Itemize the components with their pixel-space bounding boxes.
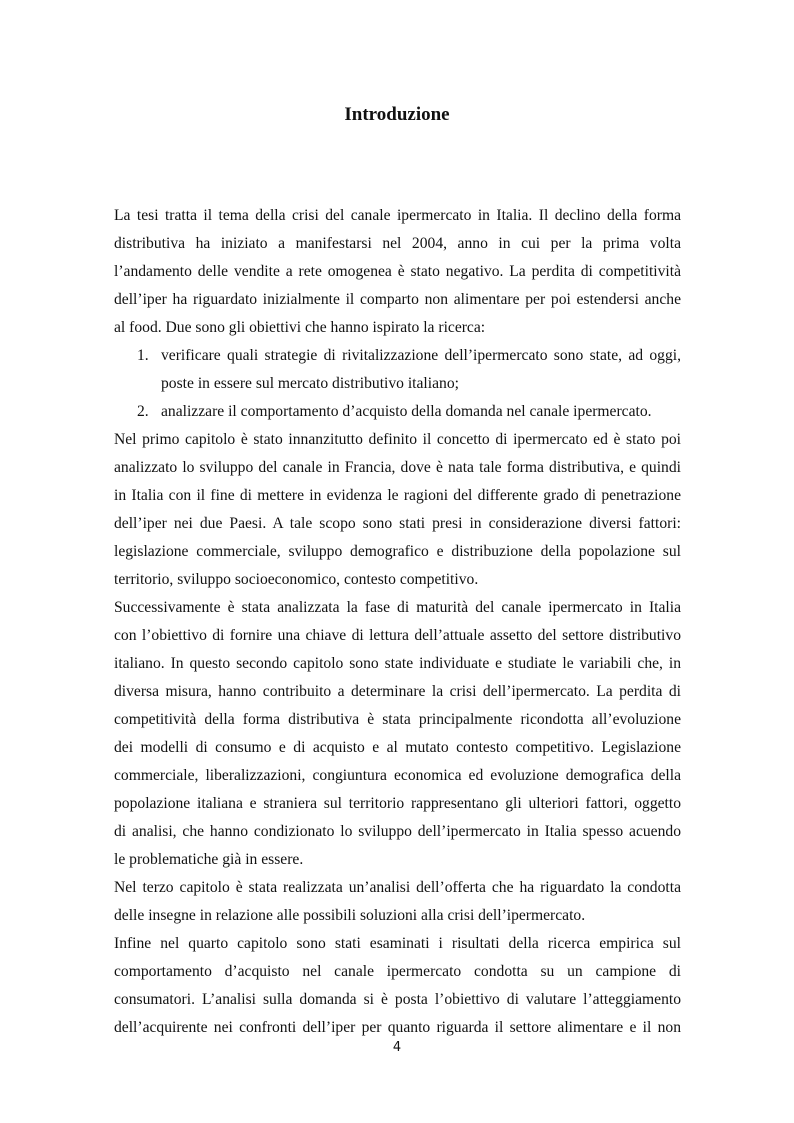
text-line: consumatori. L’analisi sulla domanda si è posta l’obiettivo di valutare l’atteggiamento — [114, 991, 681, 1008]
text-line: analizzato lo sviluppo del canale in Francia, dove è nata tale forma distributiva, e quindi — [114, 459, 681, 476]
text-line: Infine nel quarto capitolo sono stati esaminati i risultati della ricerca empirica sul — [114, 935, 681, 952]
list-item-line: verificare quali strategie di rivitalizzazione dell’ipermercato sono state, ad oggi, — [161, 347, 681, 364]
text-line: territorio, sviluppo socioeconomico, contesto competitivo. — [114, 571, 479, 588]
page-title: Introduzione — [344, 104, 450, 125]
text-line: dell’iper nei due Paesi. A tale scopo sono stati presi in considerazione diversi fattori: — [114, 515, 681, 532]
text-line: comportamento d’acquisto nel canale ipermercato condotta su un campione di — [114, 963, 681, 980]
list-item-line: analizzare il comportamento d’acquisto della domanda nel canale ipermercato. — [161, 403, 652, 420]
text-line: Nel primo capitolo è stato innanzitutto definito il concetto di ipermercato ed è stato poi — [114, 431, 681, 448]
text-line: dell’acquirente nei confronti dell’iper per quanto riguarda il settore alimentare e il non — [114, 1019, 681, 1036]
text-line: dei modelli di consumo e di acquisto e al mutato contesto competitivo. Legislazione — [114, 739, 681, 756]
text-line: l’andamento delle vendite a rete omogenea è stato negativo. La perdita di competitività — [114, 263, 681, 280]
page-number: 4 — [392, 1040, 402, 1055]
text-line: le problematiche già in essere. — [114, 851, 304, 868]
text-line: in Italia con il fine di mettere in evidenza le ragioni del differente grado di penetrazione — [114, 487, 681, 504]
text-line: con l’obiettivo di fornire una chiave di lettura dell’attuale assetto del settore distributivo — [114, 627, 681, 644]
text-line: legislazione commerciale, sviluppo demografico e distribuzione della popolazione sul — [114, 543, 681, 560]
list-item-line: poste in essere sul mercato distributivo italiano; — [161, 375, 459, 392]
text-line: italiano. In questo secondo capitolo sono state individuate e studiate le variabili che, in — [114, 655, 681, 672]
text-line: popolazione italiana e straniera sul territorio rappresentano gli ulteriori fattori, oggetto — [114, 795, 681, 812]
text-line: di analisi, che hanno condizionato lo sviluppo dell’ipermercato in Italia spesso acuendo — [114, 823, 681, 840]
text-line: commerciale, liberalizzazioni, congiuntura economica ed evoluzione demografica della — [114, 767, 681, 784]
text-line: Nel terzo capitolo è stata realizzata un’analisi dell’offerta che ha riguardato la condotta — [114, 879, 681, 896]
text-line: distributiva ha iniziato a manifestarsi nel 2004, anno in cui per la prima volta — [114, 235, 681, 252]
text-line: competitività della forma distributiva è stata principalmente ricondotta all’evoluzione — [114, 711, 681, 728]
text-line: La tesi tratta il tema della crisi del canale ipermercato in Italia. Il declino della forma — [114, 207, 681, 224]
text-line: dell’iper ha riguardato inizialmente il comparto non alimentare per poi estendersi anche — [114, 291, 681, 308]
text-line: al food. Due sono gli obiettivi che hanno ispirato la ricerca: — [114, 319, 486, 336]
list-number: 2. — [137, 403, 149, 420]
text-line: Successivamente è stata analizzata la fase di maturità del canale ipermercato in Italia — [114, 599, 681, 616]
list-number: 1. — [137, 347, 149, 364]
text-line: delle insegne in relazione alle possibili soluzioni alla crisi dell’ipermercato. — [114, 907, 586, 924]
text-line: diversa misura, hanno contribuito a determinare la crisi dell’ipermercato. La perdita di — [114, 683, 681, 700]
